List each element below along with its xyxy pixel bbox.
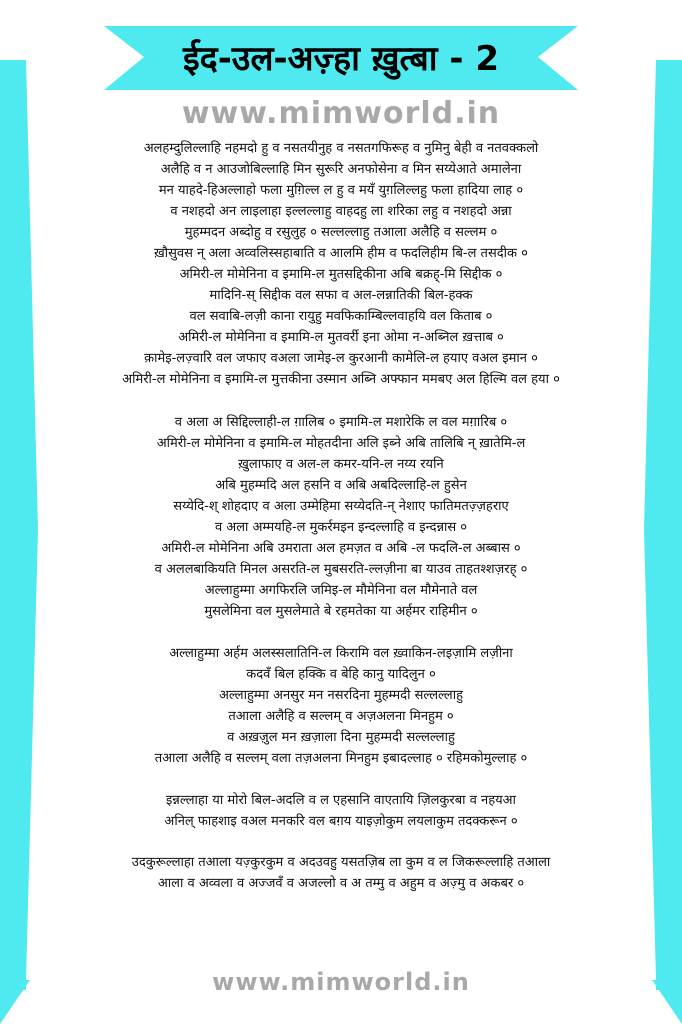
text-line: अलहम्दुलिल्लाहि नहमदो हु व नसतयीनुह व नसतगफिरूह व नुमिनु बेही व नतवक्कलो [143, 141, 539, 156]
left-cyan-bar [0, 60, 26, 990]
watermark-bottom: www.mimworld.in [212, 968, 470, 996]
text-line: आला व अव्वला व अज्जवँ व अजल्लो व अ तम्मु व अहुम व अज़्मु व अकबर ० [157, 876, 525, 891]
page-title: ईद-उल-अज़्हा ख़ुत्बा - 2 [182, 39, 500, 79]
left-cyan-taper [0, 60, 38, 980]
text-line: वल सवाबि-लज़ी काना रायुहु मवफिकाम्बिल्लवाहयि वल किताब ० [189, 309, 493, 324]
text-line: अमिरी-ल मोमेनिना व इमामि-ल मुतसद्दिकीना अबि बक्रह्-मि सिद्दीक ० [179, 267, 503, 282]
text-line: अमिरी-ल मोमेनिना व इमामि-ल मोहतदीना अलि इब्ने अबि तालिबि न् ख़ातेमि-ल [156, 436, 526, 451]
paragraph-1 [60, 138, 622, 390]
text-line: मन याहदे-हिअल्लाहो फला मुग़िल्ल ल हु व मयँ युग़लिल्लहु फला हादिया लाह ० [158, 183, 524, 198]
text-line: व अला अम्मयहि-ल मुकर्रमइन इन्दल्लाहि व इन्दन्नास ० [214, 520, 468, 535]
paragraph-gap [60, 832, 622, 852]
text-line: उदकुरूल्लाहा तआला यज़्कुरकुम व अदउवहु यसतज़िब ला कुम व ल जिकरूल्लाहि तआला [131, 855, 551, 870]
paragraph-4 [60, 790, 622, 832]
text-line: सय्येदि-श् शोहदाए व अला उम्मेहिमा सय्येदति-न् नेशाए फातिमतज़्ज़हराए [173, 499, 509, 514]
sermon-text [60, 138, 622, 894]
text-line: ख़ुलाफाए व अल-ल कमर-यनि-ल नय्य रयनि [238, 457, 444, 472]
paragraph-3 [60, 643, 622, 769]
text-line: मादिनि-स् सिद्दीक वल सफा व अल-लन्नातिकी बिल-हक्क [209, 288, 473, 303]
text-line: व नशहदो अन लाइलाहा इल्लल्लाहु वाहदहु ला शरिका लहु व नशहदो अन्ना [170, 204, 512, 219]
text-line: अमिरी-ल मोमेनिना व इमामि-ल मुत्तकीना उस्मान अब्नि अफ्फान ममबए अल हिल्मि वल हया ० [122, 372, 560, 387]
paragraph-gap [60, 390, 622, 412]
text-line: इन्नल्लाहा या मोरो बिल-अदलि व ल एहसानि वाएतायि ज़िलकुरबा व नहयआ [166, 793, 516, 808]
text-line: अमिरी-ल मोमेनिना व इमामि-ल मुतवर्री इना ओमा न-अब्निल ख़त्ताब ० [178, 330, 504, 345]
text-line: अल्लाहुम्मा अर्हम अलस्सलातिनि-ल किरामि वल ख़्वाकिन-लइज़ामि लज़ीना [169, 646, 513, 661]
right-cyan-bar [656, 60, 682, 990]
title-banner [0, 20, 682, 94]
text-line: ख़ौसुवस न् अला अव्वलिस्सहाबाति व आलमि हीम व फदलिहीम बि-ल तसदीक ० [154, 246, 528, 261]
text-line: अलैहि व न आउजोबिल्लाहि मिन सुरूरि अनफोसेना व मिन सय्येआते अमालेना [160, 162, 522, 177]
paragraph-5 [60, 852, 622, 894]
text-line: अबि मुहम्मदि अल हसनि व अबि अबदिल्लाहि-ल हुसेन [215, 478, 467, 493]
paragraph-gap [60, 769, 622, 790]
text-line: व अख़ज़ुल मन ख़ज़ाला दिना मुहम्मदी सल्लल्लाहु [227, 730, 455, 745]
text-line: मुहम्मदन अब्दोहु व रसुलुह ० सल्लल्लाहु तआला अलैहि व सल्लम ० [184, 225, 498, 240]
text-line: तआला अलैहि व सल्लम् वला तज़अलना मिनहुम इबादल्लाह ० रहिमकोमुल्लाह ० [154, 751, 528, 766]
text-line: अल्लाहुम्मा अनसुर मन नसरदिना मुहम्मदी सल्लल्लाहु [218, 688, 463, 703]
text-line: अल्लाहुम्मा अगफिरलि जमिइ-ल मौमेनिना वल मौमेनाते वल [204, 583, 478, 598]
right-cyan-taper [644, 60, 682, 980]
paragraph-2 [60, 412, 622, 622]
text-line: कदवँ बिल हक्कि व बेहि कानु यादिलुन ० [246, 667, 436, 682]
text-line: क़ामेइ-लज़्वारि वल जफाए वअला जामेइ-ल कुरआनी कामेलि-ल हयाए वअल इमान ० [144, 351, 538, 366]
text-line: अमिरी-ल मोमेनिना अबि उमराता अल हमज़त व अबि -ल फदलि-ल अब्बास ० [161, 541, 521, 556]
paragraph-gap [60, 622, 622, 643]
watermark-top: www.mimworld.in [181, 96, 501, 131]
text-line: मुसलेमिना वल मुसलेमाते बे रहमतेका या अर्हमर राहिमीन ० [204, 604, 478, 619]
text-line: व अला अ सिद्दिल्लाही-ल ग़ालिब ० इमामि-ल मशारेकि ल वल मग़ारिब ० [174, 415, 508, 430]
text-line: तआला अलैहि व सल्लम् व अज़अलना मिनहुम ० [228, 709, 454, 724]
text-line: अनिल् फाहशाइ वअल मनकरि वल बग़य याइज़ोकुम लयलाकुम तदक्करून ० [164, 814, 518, 829]
text-line: व अललबाकियति मिनल असरति-ल मुबसरति-ल्लज़ीना बा याउव ताहतश्शज़रह् ० [154, 562, 528, 577]
